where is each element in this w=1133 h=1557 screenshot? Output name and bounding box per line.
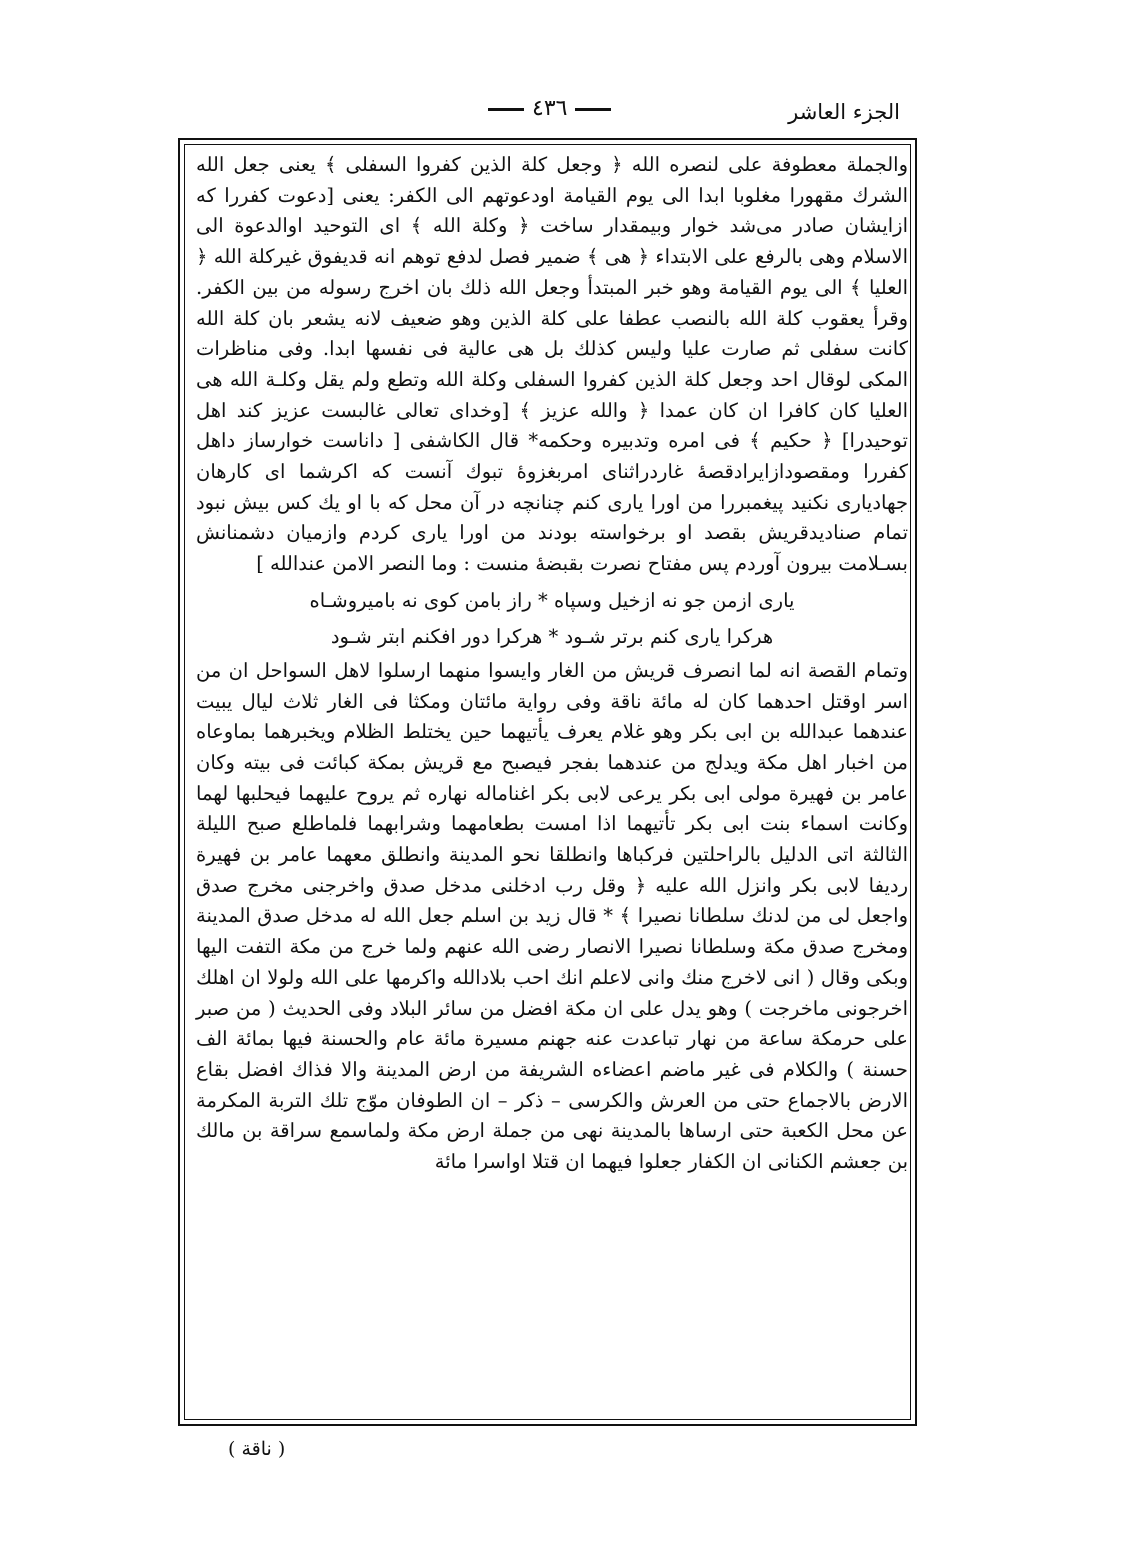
catchword: ( ناقة )	[228, 1438, 286, 1460]
running-head-part: الجزء العاشر	[788, 100, 900, 124]
paragraph-1: والجملة معطوفة على لنصره الله ﴿ وجعل كلة الذين كفروا السفلى ﴾ يعنى جعل الله الشرك مقهورا مغلوبا ابدا الى يوم القيامة اودعوتهم الى الكفر: يعنى [دعوت كفررا كه ازايشان صادر مى‌شد خوار وبيمقدار ساخت ﴿ وكلة الله ﴾ اى التوحيد اوالدعوة الى الاسلام وهى بالرفع على الابتداء ﴿ هى ﴾ ضمير فصل لدفع توهم انه قديفوق غيركلة الله ﴿ العليا ﴾ الى يوم القيامة وهو خبر المبتدأ وجعل الله ذلك بان اخرج رسوله من بين الكفر. وقرأ يعقوب كلة الله بالنصب عطفا على كلة الذين وهو ضعيف لانه يشعر بان كلة الله كانت سفلى ثم صارت عليا وليس كذلك بل هى عالية فى نفسها ابدا. وفى مناظرات المكى لوقال احد وجعل كلة الذين كفروا السفلى وكلة الله وتطع ولم يقل وكلـة الله هى العليا كان كافرا ان كان عمدا ﴿ والله عزيز ﴾ [وخداى تعالى غالبست عزيز كند اهل توحيدرا] ﴿ حكيم ﴾ فى امره وتدبيره وحكمه* قال الكاشفى [ داناست خوارساز داهل كفررا ومقصودازايرادقصهٔ غاردراثناى امربغزوهٔ تبوك آنست كه اكرشما اى كارهان جهاديارى نكنيد پيغمبررا من اورا يارى كنم چنانچه در آن محل كه با او يك كس بيش نبود تمام صناديدقريش بقصد او برخواسته بودند من اورا يارى كردم وازميان دشمنانش بسـلامت بيرون آوردم پس مفتاح نصرت بقبضهٔ منست : وما النصر الامن عندالله ]	[196, 153, 908, 576]
verse-line-1: يارى ازمن جو نه ازخيل وسپاه * راز بامن كوى نه باميروشـاه	[309, 588, 795, 612]
page-number: ٤٣٦	[480, 96, 619, 121]
verse-line-2: هركرا يارى كنم برتر شـود * هركرا دور افكنم ابتر شـود	[330, 624, 774, 648]
page-header	[180, 96, 900, 136]
main-text	[196, 150, 908, 1178]
paragraph-2: وتمام القصة انه لما انصرف قريش من الغار وايسوا منهما ارسلوا لاهل السواحل ان من اسر اوقتل احدهما كان له مائة ناقة وفى رواية مائتان ومكثا فى الغار ثلاث ليال يبيت عندهما عبدالله بن ابى بكر وهو غلام يعرف يأتيهما حين يختلط الظلام ويخبرهما بماوعاه من اخبار اهل مكة ويدلج من عندهما بفجر فيصبح مع قريش بمكة كبائت فى بيته وكان عامر بن فهيرة مولى ابى بكر يرعى لابى بكر اغناماله نهاره ثم يروح عليهما فيحلبها لهما وكانت اسماء بنت ابى بكر تأتيهما اذا امست بطعامهما وشرابهما فلماطلع صبح الليلة الثالثة اتى الدليل بالراحلتين فركباها وانطلقا نحو المدينة وانطلق معهما عامر بن فهيرة رديفا لابى بكر وانزل الله عليه ﴿ وقل رب ادخلنى مدخل صدق واخرجنى مخرج صدق واجعل لى من لدنك سلطانا نصيرا ﴾ * قال زيد بن اسلم جعل الله له مدخل صدق المدينة ومخرج صدق مكة وسلطانا نصيرا الانصار رضى الله عنهم ولما خرج من مكة التفت اليها وبكى وقال ( انى لاخرج منك وانى لاعلم انك احب بلادالله واكرمها على الله ولولا ان اهلك اخرجونى ماخرجت ) وهو يدل على ان مكة افضل من سائر البلاد وفى الحديث ( من صبر على حرمكة ساعة من نهار تباعدت عنه جهنم مسيرة مائة عام والحسنة فيها بمائة الف حسنة ) والكلام فى غير ماضم اعضاءه الشريفة من ارض المدينة والا فذاك افضل بقاع الارض بالاجماع حتى من العرش والكرسى – ذكر – ان الطوفان موّج تلك التربة المكرمة عن محل الكعبة حتى ارساها بالمدينة نهى من جملة ارض مكة ولماسمع سراقة بن مالك بن جعشم الكنانى ان الكفار جعلوا فيهما ان قتلا اواسرا مائة	[196, 658, 908, 1174]
